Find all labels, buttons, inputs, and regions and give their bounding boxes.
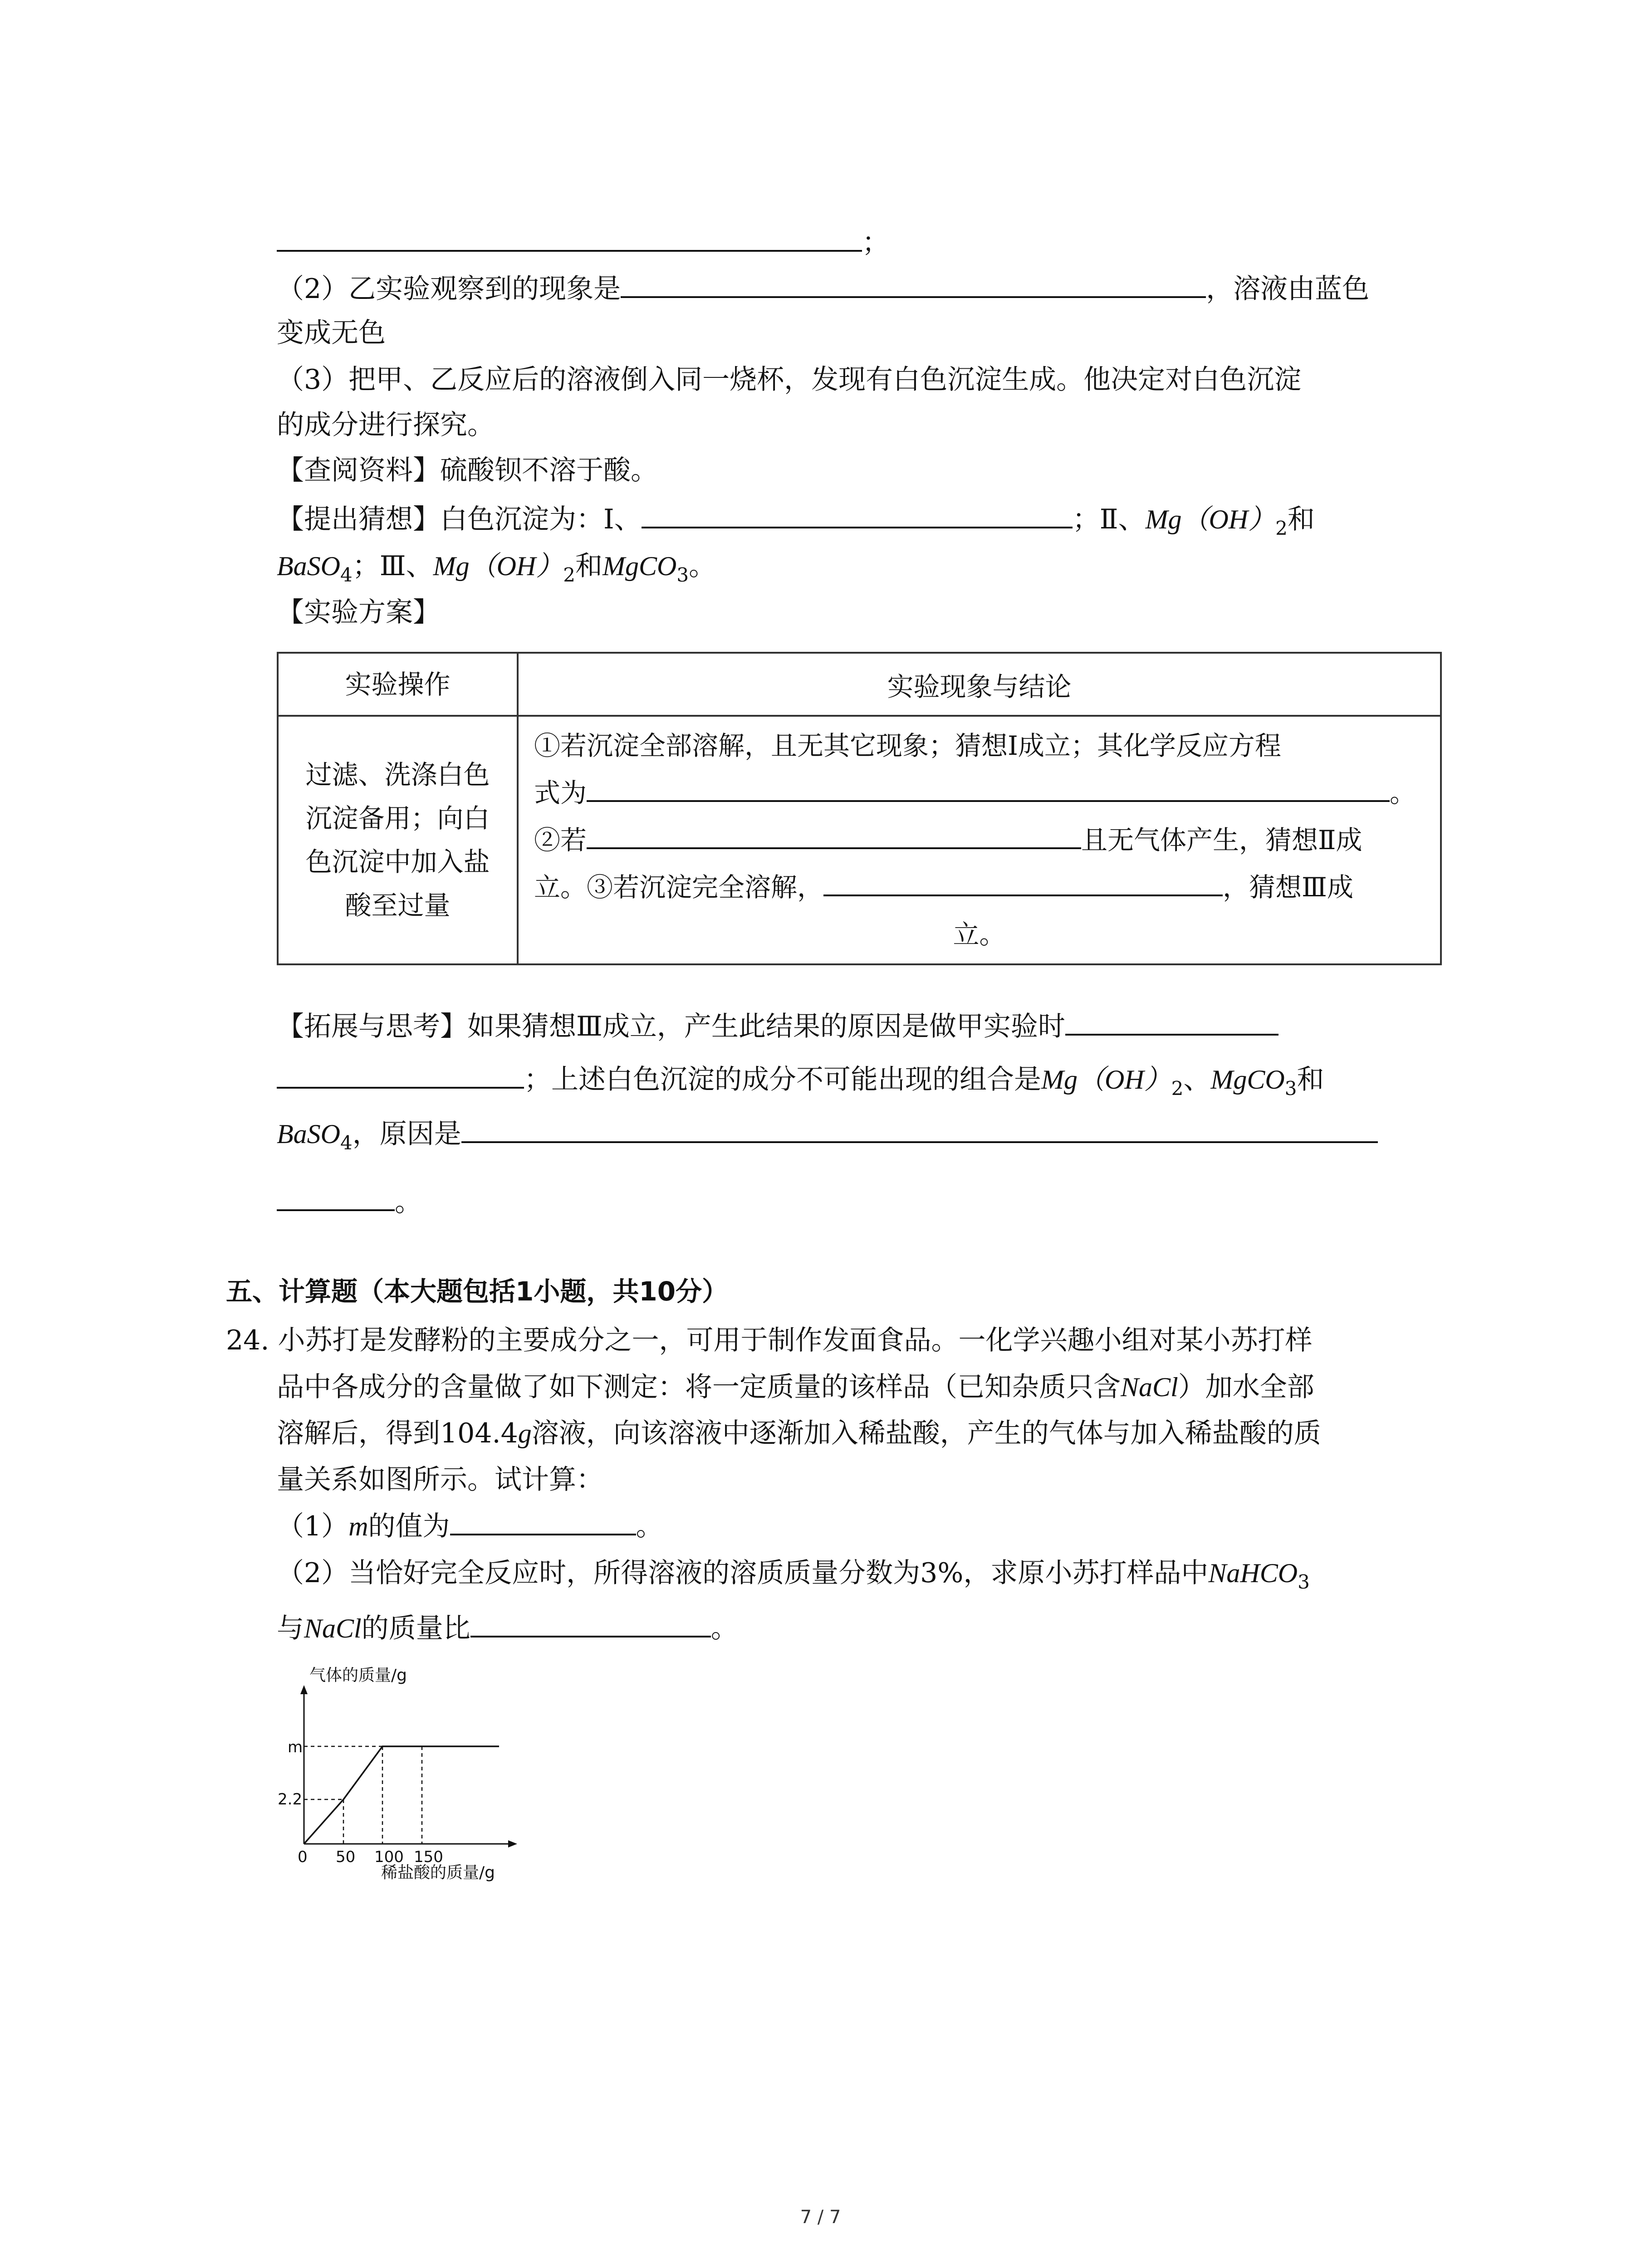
hypothesis-line1: 【提出猜想】白色沉淀为：Ⅰ、 ；Ⅱ、$Mg(OH)_2$和 xyxy=(277,497,1315,551)
extend-line4: 。 xyxy=(277,1179,422,1225)
extend-line3: BaSO$_4$，原因是 xyxy=(277,1111,1378,1166)
extend-line1: 【拓展与思考】如果猜想Ⅲ成立，产生此结果的原因是做甲实验时 xyxy=(277,1004,1279,1049)
equation-blank[interactable] xyxy=(587,771,1390,802)
header-result: 实验现象与结论 xyxy=(518,653,1441,716)
question-3-line2: 的成分进行探究。 xyxy=(277,409,495,441)
q24-part2: （2）当恰好完全反应时，所得溶液的溶质质量分数为3%，求原小苏打样品中NaHCO$_3$ xyxy=(277,1557,1310,1593)
gas-mass-chart xyxy=(272,1660,544,1896)
lookup-info: 【查阅资料】硫酸钡不溶于酸。 xyxy=(277,455,658,486)
answer-blank[interactable] xyxy=(587,818,1081,849)
page-number: 7 / 7 xyxy=(800,2207,841,2228)
experiment-table xyxy=(277,652,1442,965)
y-axis-arrow xyxy=(300,1685,308,1694)
question-2-cont: 变成无色 xyxy=(277,317,386,349)
answer-blank[interactable] xyxy=(1065,1005,1279,1036)
question-3-line1: （3）把甲、乙反应后的溶液倒入同一烧杯，发现有白色沉淀生成。他决定对白色沉淀 xyxy=(277,364,1302,396)
answer-blank[interactable] xyxy=(461,1112,1378,1143)
operation-cell: 过滤、洗涤白色 沉淀备用；向白 色沉淀中加入盐 酸至过量 xyxy=(278,716,518,964)
section-5-title: 五、计算题（本大题包括1小题，共10分） xyxy=(226,1276,729,1307)
q24-part1: （1）m的值为 。 xyxy=(277,1504,663,1549)
q24-line4: 量关系如图所示。试计算： xyxy=(277,1464,603,1496)
plan-title: 【实验方案】 xyxy=(277,596,440,628)
q24-part2-line2: 与NaCl的质量比 。 xyxy=(277,1606,738,1651)
x-axis-arrow xyxy=(508,1840,517,1848)
gas-series-line xyxy=(304,1746,499,1844)
answer-blank[interactable] xyxy=(642,498,1073,528)
answer-blank[interactable] xyxy=(277,1180,395,1211)
answer-blank[interactable] xyxy=(621,267,1206,298)
answer-blank[interactable] xyxy=(277,1058,524,1089)
q24-line2: 品中各成分的含量做了如下测定：将一定质量的该样品（已知杂质只含NaCl）加水全部 xyxy=(277,1371,1314,1403)
answer-blank[interactable] xyxy=(823,865,1223,896)
top-answer-line: ； xyxy=(277,220,889,265)
answer-blank[interactable] xyxy=(277,221,862,252)
extend-line2: ；上述白色沉淀的成分不可能出现的组合是$Mg(OH)_2$、MgCO$_3$和 xyxy=(277,1057,1324,1111)
answer-blank[interactable] xyxy=(450,1505,636,1535)
tick-label-x-0: 0 xyxy=(298,1848,308,1866)
q24-line3: 溶解后，得到104.4g溶液，向该溶液中逐渐加入稀盐酸，产生的气体与加入稀盐酸的质 xyxy=(277,1418,1321,1449)
y-axis-label: 气体的质量/g xyxy=(309,1666,407,1685)
q24-line1: 24. 小苏打是发酵粉的主要成分之一，可用于制作发面食品。一化学兴趣小组对某小苏打样 xyxy=(226,1325,1313,1356)
tick-label-x-100: 100 xyxy=(374,1848,404,1866)
tick-label-x-50: 50 xyxy=(336,1848,356,1866)
tick-label-y-m: m xyxy=(288,1738,303,1756)
header-operation: 实验操作 xyxy=(278,653,518,716)
hypothesis-line2: BaSO$_4$；Ⅲ、$Mg(OH)_2$和MgCO$_3$。 xyxy=(277,550,716,586)
answer-blank[interactable] xyxy=(470,1607,711,1637)
question-2: （2）乙实验观察到的现象是 ，溶液由蓝色 xyxy=(277,266,1369,312)
result-cell: ①若沉淀全部溶解，且无其它现象；猜想Ⅰ成立；其化学反应方程 式为 。 ②若 且无气体产生，猜想Ⅱ成 立。③若沉淀完全溶解， ，猜想Ⅲ成 立。 xyxy=(518,716,1441,964)
tick-label-y-2.2: 2.2 xyxy=(278,1790,303,1809)
tick-label-x-150: 150 xyxy=(414,1848,443,1866)
x-axis-label: 稀盐酸的质量/g xyxy=(381,1863,495,1882)
